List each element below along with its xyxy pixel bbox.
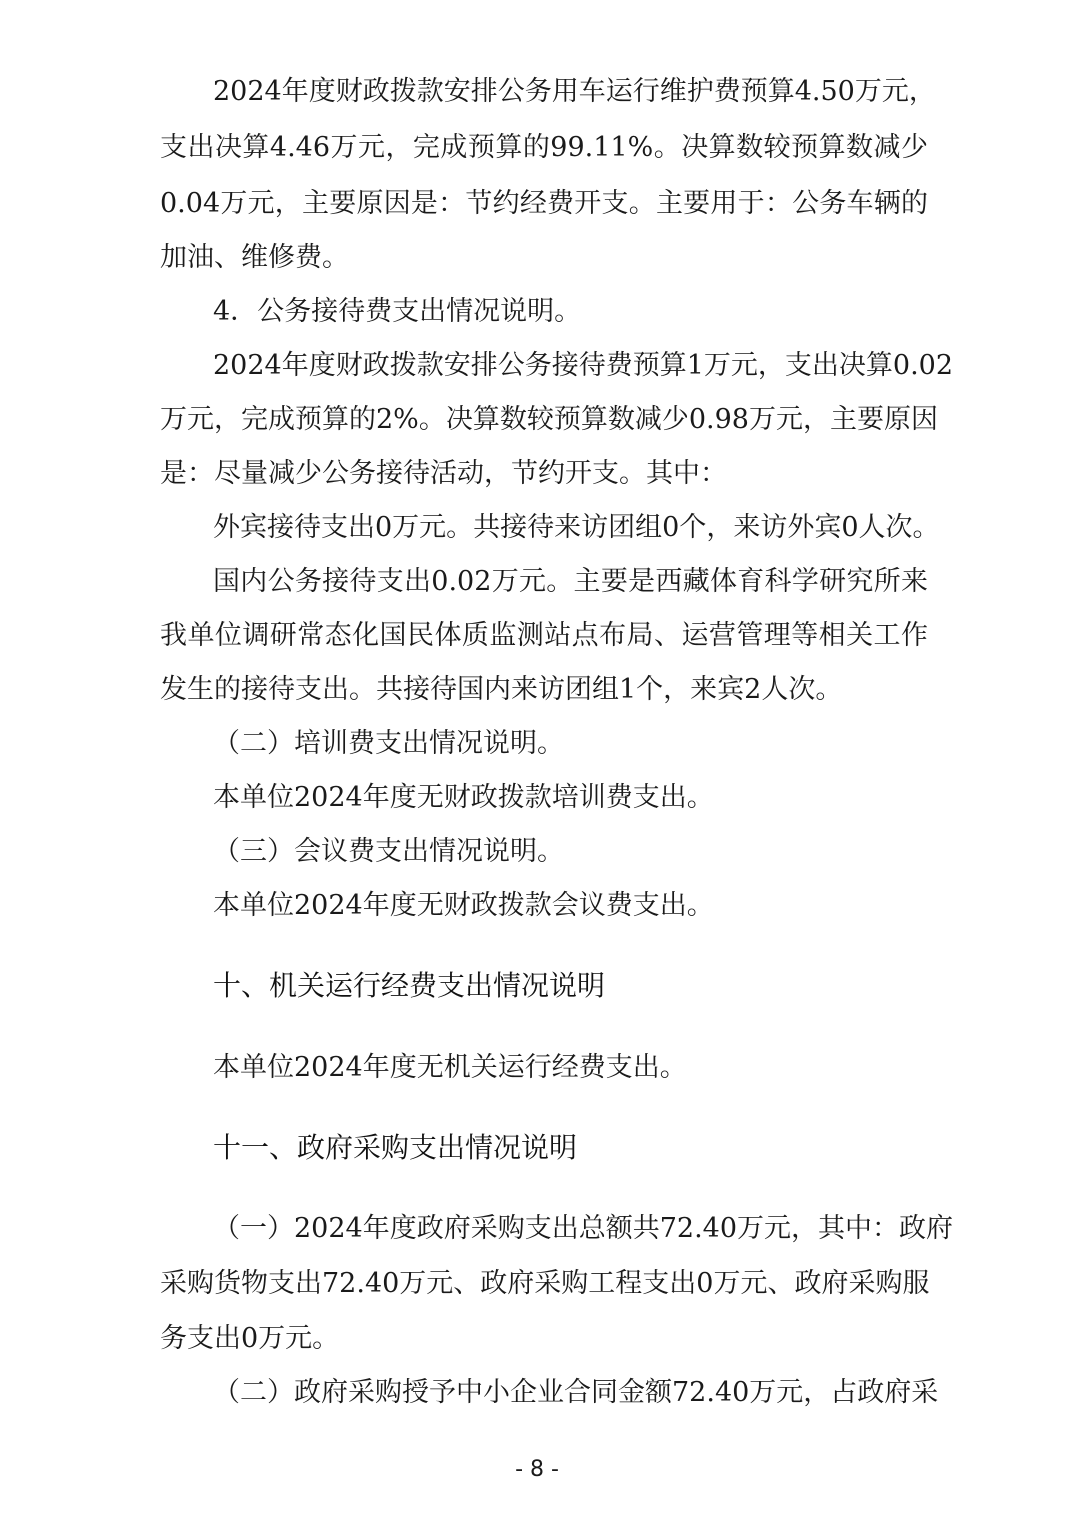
paragraph-operating-expenses: 本单位2024年度无机关运行经费支出。 bbox=[213, 1052, 687, 1083]
paragraph-reception-line-1: 2024年度财政拨款安排公务接待费预算1万元，支出决算0.02 bbox=[213, 350, 954, 381]
page-number: - 8 - bbox=[515, 1457, 559, 1482]
paragraph-reception-line-2: 万元，完成预算的2%。决算数较预算数减少0.98万元，主要原因 bbox=[160, 404, 938, 435]
paragraph-domestic-line-3: 发生的接待支出。共接待国内来访团组1个，来宾2人次。 bbox=[160, 674, 843, 705]
paragraph-domestic-line-2: 我单位调研常态化国民体质监测站点布局、运营管理等相关工作 bbox=[160, 620, 928, 651]
paragraph-domestic-line-1: 国内公务接待支出0.02万元。主要是西藏体育科学研究所来 bbox=[213, 566, 928, 597]
section-title-training: （二）培训费支出情况说明。 bbox=[213, 728, 564, 759]
section-title-meeting: （三）会议费支出情况说明。 bbox=[213, 836, 564, 867]
paragraph-procurement-line-1: （一）2024年度政府采购支出总额共72.40万元，其中：政府 bbox=[213, 1213, 954, 1244]
paragraph-vehicle-line-2: 支出决算4.46万元，完成预算的99.11%。决算数较预算数减少 bbox=[160, 132, 928, 163]
paragraph-vehicle-line-1: 2024年度财政拨款安排公务用车运行维护费预算4.50万元， bbox=[213, 76, 936, 107]
paragraph-foreign-reception: 外宾接待支出0万元。共接待来访团组0个，来访外宾0人次。 bbox=[213, 512, 940, 543]
paragraph-vehicle-line-4: 加油、维修费。 bbox=[160, 242, 349, 273]
paragraph-reception-line-3: 是：尽量减少公务接待活动，节约开支。其中： bbox=[160, 458, 727, 489]
paragraph-sme-line-1: （二）政府采购授予中小企业合同金额72.40万元，占政府采 bbox=[213, 1377, 939, 1408]
paragraph-procurement-line-2: 采购货物支出72.40万元、政府采购工程支出0万元、政府采购服 bbox=[160, 1268, 930, 1299]
paragraph-procurement-line-3: 务支出0万元。 bbox=[160, 1323, 340, 1354]
paragraph-vehicle-line-3: 0.04万元，主要原因是：节约经费开支。主要用于：公务车辆的 bbox=[160, 188, 928, 219]
paragraph-meeting: 本单位2024年度无财政拨款会议费支出。 bbox=[213, 890, 714, 921]
paragraph-training: 本单位2024年度无财政拨款培训费支出。 bbox=[213, 782, 714, 813]
section-title-reception: 4．公务接待费支出情况说明。 bbox=[213, 296, 582, 327]
heading-section-10: 十、机关运行经费支出情况说明 bbox=[213, 969, 606, 1002]
heading-section-11: 十一、政府采购支出情况说明 bbox=[213, 1131, 578, 1164]
